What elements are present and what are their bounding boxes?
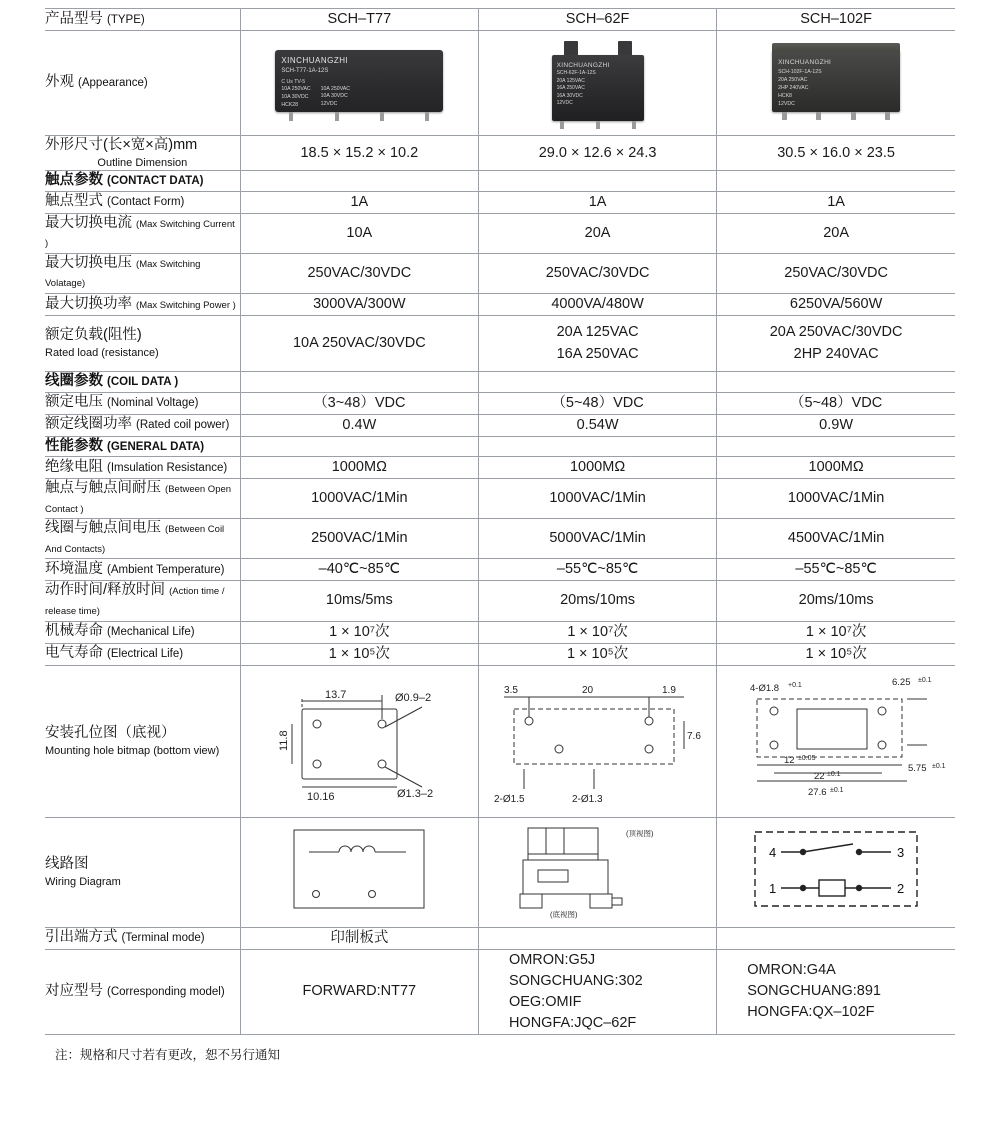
relay-model-102f: SCH-102F-1A-12S (778, 68, 822, 75)
label-max-switching-current (45, 213, 240, 253)
label-corresponding-model (45, 949, 240, 1034)
label-art-en: (Action time / release time) (45, 586, 225, 617)
label-max-switching-power (45, 293, 240, 315)
rcp-102f: 0.9W (717, 414, 955, 436)
relay-model-t77: SCH-T77-1A-12S (281, 67, 329, 74)
cm-62f: OMRON:G5J SONGCHUANG:302 OEG:OMIF HONGFA:JQC–62F (478, 949, 716, 1034)
general-data-blank-3 (717, 436, 955, 457)
label-outline-cn: 外形尺寸(长×宽×高)mm (45, 137, 198, 154)
contact-data-blank-1 (240, 171, 478, 192)
wiring-drawing-t77 (240, 817, 478, 927)
label-at-cn: 环境温度 (45, 561, 103, 578)
label-insulation-resistance (45, 457, 240, 479)
label-outline-en: Outline Dimension (97, 156, 188, 169)
label-nv-cn: 额定电压 (45, 394, 103, 411)
table-header-row (45, 9, 955, 31)
label-terminal-mode (45, 927, 240, 949)
f102-l2: 2HP 240VAC (778, 84, 809, 91)
wiring-drawing-62f (478, 817, 716, 927)
row-insulation-resistance (45, 457, 955, 479)
f62-hole-left: 2-Ø1.5 (493, 793, 525, 805)
row-section-general-data (45, 436, 955, 457)
label-between-coil-contacts (45, 519, 240, 559)
outline-62f: 29.0 × 12.6 × 24.3 (478, 136, 716, 171)
relay-brand-t77: XINCHUANGZHI (281, 55, 349, 65)
label-appearance-cn: 外观 (45, 74, 74, 91)
svg-mount-102f (722, 669, 950, 809)
row-section-contact-data (45, 171, 955, 192)
label-rated-load-en: Rated load (resistance) (45, 347, 159, 360)
nv-102f: （5~48）VDC (717, 392, 955, 414)
general-data-blank-2 (478, 436, 716, 457)
mounting-drawing-t77 (240, 665, 478, 817)
mounting-drawing-102f (717, 665, 955, 817)
outline-102f: 30.5 × 16.0 × 23.5 (717, 136, 955, 171)
label-mounting-hole (45, 665, 240, 817)
contact-data-blank-2 (478, 171, 716, 192)
contact-form-62f: 1A (478, 191, 716, 213)
relay-cap-102f (772, 43, 900, 52)
appearance-image-102f (717, 31, 955, 136)
el-t77: 1 × 10⁵次 (240, 643, 478, 665)
tm-62f (478, 927, 716, 949)
mounting-drawing-62f (478, 665, 716, 817)
msv-t77: 250VAC/30VDC (240, 253, 478, 293)
row-contact-form (45, 191, 955, 213)
label-action-release-time (45, 581, 240, 621)
msc-102f: 20A (717, 213, 955, 253)
label-rcp-en: (Rated coil power) (136, 419, 230, 432)
t77-dim-bottom: 10.16 (306, 790, 335, 803)
label-coil-data-en: (COIL DATA ) (107, 376, 179, 388)
label-tm-cn: 引出端方式 (45, 929, 118, 946)
label-between-open-contact (45, 479, 240, 519)
relay-face-t77 (281, 55, 437, 108)
msv-102f: 250VAC/30VDC (717, 253, 955, 293)
relay-mark-t77: C Us TV-5 (281, 78, 306, 85)
relay-brand-102f: XINCHUANGZHI (778, 58, 832, 66)
ir-102f: 1000MΩ (717, 457, 955, 479)
label-msv-cn: 最大切换电压 (45, 254, 132, 271)
tm-102f (717, 927, 955, 949)
label-msp-en: (Max Switching Power ) (136, 299, 236, 311)
tm-t77: 印制板式 (240, 927, 478, 949)
f62-dim-mid: 20 (581, 684, 593, 696)
label-contact-form (45, 191, 240, 213)
relay-photo-t77 (275, 50, 443, 112)
f102-terminal-3: 3 (897, 844, 905, 860)
f62-l3: 16A 30VDC (556, 92, 583, 99)
relay-photo-102f (772, 50, 900, 112)
model-62f: SCH–62F (478, 9, 716, 31)
f102-l4: 12VDC (778, 100, 795, 107)
ml-t77: 1 × 10⁷次 (240, 621, 478, 643)
label-appearance (45, 31, 240, 136)
relay-brand-62f: XINCHUANGZHI (556, 61, 610, 69)
header-label-cell (45, 9, 240, 31)
t77-l1: 10A 250VAC (281, 86, 311, 93)
label-rated-coil-power (45, 414, 240, 436)
row-max-switching-power (45, 293, 955, 315)
relay-face-102f (778, 58, 831, 108)
row-action-release-time (45, 581, 955, 621)
f62-wiring-bottom-note: (底视图) (549, 909, 578, 919)
label-msc-en: (Max Switching Current ) (45, 218, 235, 250)
f102-l1: 20A 250VAC (778, 76, 808, 83)
f62-dim-side: 7.6 (686, 730, 701, 742)
rated-load-62f: 20A 125VAC 16A 250VAC (478, 316, 716, 372)
coil-data-blank-3 (717, 372, 955, 393)
label-coil-data-cn: 线圈参数 (45, 373, 103, 389)
relay-face-62f (557, 61, 610, 108)
t77-r3: 12VDC (320, 101, 338, 108)
t77-dim-hole-top: Ø0.9–2 (394, 691, 431, 704)
msc-t77: 10A (240, 213, 478, 253)
coil-data-blank-2 (478, 372, 716, 393)
label-tm-en: (Terminal mode) (121, 932, 205, 945)
label-bcc-en: (Between Coil And Contacts) (45, 524, 225, 555)
t77-dim-left: 11.8 (277, 730, 290, 751)
label-msc-cn: 最大切换电流 (45, 214, 132, 231)
label-cm-cn: 对应型号 (45, 982, 103, 999)
label-cm-en: (Corresponding model) (107, 985, 225, 998)
model-102f: SCH–102F (717, 9, 955, 31)
label-coil-data (45, 372, 240, 393)
row-mechanical-life (45, 621, 955, 643)
contact-form-t77: 1A (240, 191, 478, 213)
label-electrical-life (45, 643, 240, 665)
f62-l1: 20A 125VAC (556, 77, 585, 84)
label-rated-load-cn: 额定负载(阻性) (45, 327, 142, 344)
label-ir-cn: 绝缘电阻 (45, 458, 103, 475)
nv-t77: （3~48）VDC (240, 392, 478, 414)
row-nominal-voltage (45, 392, 955, 414)
svg-wiring-62f (498, 820, 698, 920)
svg-wiring-102f (741, 824, 931, 916)
label-nominal-voltage (45, 392, 240, 414)
f102-dim-575-tol: ±0.1 (932, 762, 946, 770)
rcp-t77: 0.4W (240, 414, 478, 436)
header-label-en: (TYPE) (107, 13, 145, 26)
row-outline-dimension (45, 136, 955, 171)
rcp-62f: 0.54W (478, 414, 716, 436)
label-ambient-temperature (45, 559, 240, 581)
el-102f: 1 × 10⁵次 (717, 643, 955, 665)
f102-terminal-2: 2 (897, 880, 905, 896)
label-general-data-cn: 性能参数 (45, 437, 103, 454)
label-contact-data (45, 171, 240, 192)
label-contact-form-en: (Contact Form) (107, 196, 185, 209)
row-wiring-diagram (45, 817, 955, 927)
wiring-drawing-102f (717, 817, 955, 927)
bcc-102f: 4500VAC/1Min (717, 519, 955, 559)
row-corresponding-model (45, 949, 955, 1034)
coil-data-blank-1 (240, 372, 478, 393)
at-102f: –55℃~85℃ (717, 559, 955, 581)
cm-t77: FORWARD:NT77 (240, 949, 478, 1034)
f102-dim-12-tol: ±0.05 (798, 754, 816, 762)
cm-102f: OMRON:G4A SONGCHUANG:891 HONGFA:QX–102F (717, 949, 955, 1034)
f62-hole-right: 2-Ø1.3 (571, 793, 603, 805)
row-terminal-mode (45, 927, 955, 949)
relay-model-62f: SCH-62F-1A-12S (556, 70, 596, 77)
row-appearance (45, 31, 955, 136)
art-t77: 10ms/5ms (240, 581, 478, 621)
boc-62f: 1000VAC/1Min (478, 479, 716, 519)
rated-load-t77: 10A 250VAC/30VDC (240, 316, 478, 372)
t77-l3: HCK28 (281, 101, 299, 108)
f102-terminal-4: 4 (769, 844, 777, 860)
bcc-t77: 2500VAC/1Min (240, 519, 478, 559)
label-mechanical-life (45, 621, 240, 643)
appearance-image-62f (478, 31, 716, 136)
label-wd-en: Wiring Diagram (45, 875, 121, 888)
at-t77: –40℃~85℃ (240, 559, 478, 581)
label-ml-en: (Mechanical Life) (107, 626, 195, 639)
row-rated-coil-power (45, 414, 955, 436)
relay-pins-102f (782, 112, 890, 120)
label-boc-en: (Between Open Contact ) (45, 484, 232, 515)
svg-mount-t77 (247, 669, 472, 809)
label-nv-en: (Nominal Voltage) (107, 397, 199, 410)
label-outline-dimension (45, 136, 240, 171)
f102-hole-tol: +0.1 (788, 681, 802, 689)
f62-l4: 12VDC (556, 100, 573, 107)
label-general-data-en: (GENERAL DATA) (107, 440, 205, 453)
art-62f: 20ms/10ms (478, 581, 716, 621)
f62-dim-left: 3.5 (503, 684, 518, 696)
t77-dim-top: 13.7 (324, 688, 347, 701)
boc-t77: 1000VAC/1Min (240, 479, 478, 519)
label-el-en: (Electrical Life) (107, 648, 184, 661)
f102-dim-right-top: 6.25 (892, 676, 911, 688)
footer-note: 注：规格和尺寸若有更改，恕不另行通知 (55, 1047, 281, 1062)
msp-102f: 6250VA/560W (717, 293, 955, 315)
row-electrical-life (45, 643, 955, 665)
label-contact-data-cn: 触点参数 (45, 172, 103, 189)
f102-dim-22: 22 (814, 770, 825, 782)
label-art-cn: 动作时间/释放时间 (45, 582, 166, 599)
ir-62f: 1000MΩ (478, 457, 716, 479)
bcc-62f: 5000VAC/1Min (478, 519, 716, 559)
ml-102f: 1 × 10⁷次 (717, 621, 955, 643)
f102-hole-spec: 4-Ø1.8 (750, 682, 780, 694)
msv-62f: 250VAC/30VDC (478, 253, 716, 293)
relay-spec-table (45, 8, 955, 1035)
rated-load-102f: 20A 250VAC/30VDC 2HP 240VAC (717, 316, 955, 372)
general-data-blank-1 (240, 436, 478, 457)
label-rated-load (45, 316, 240, 372)
f102-dim-12: 12 (784, 754, 795, 766)
label-appearance-en: (Appearance) (78, 77, 148, 90)
row-max-switching-voltage (45, 253, 955, 293)
msp-62f: 4000VA/480W (478, 293, 716, 315)
relay-tabs-62f (564, 41, 632, 55)
row-mounting-hole (45, 665, 955, 817)
relay-photo-62f (552, 41, 644, 121)
f102-dim-right-tol: ±0.1 (918, 676, 932, 684)
art-102f: 20ms/10ms (717, 581, 955, 621)
label-boc-cn: 触点与触点间耐压 (45, 480, 161, 497)
relay-body-t77 (275, 50, 443, 112)
nv-62f: （5~48）VDC (478, 392, 716, 414)
label-max-switching-voltage (45, 253, 240, 293)
ir-t77: 1000MΩ (240, 457, 478, 479)
boc-102f: 1000VAC/1Min (717, 479, 955, 519)
f102-dim-575: 5.75 (908, 762, 927, 774)
row-ambient-temperature (45, 559, 955, 581)
label-contact-form-cn: 触点型式 (45, 193, 103, 210)
relay-body-62f (552, 55, 644, 121)
relay-body-102f (772, 50, 900, 112)
label-mh-en: Mounting hole bitmap (bottom view) (45, 744, 220, 757)
row-between-open-contact (45, 479, 955, 519)
msp-t77: 3000VA/300W (240, 293, 478, 315)
relay-pins-t77 (289, 112, 429, 121)
label-el-cn: 电气寿命 (45, 645, 103, 662)
msc-62f: 20A (478, 213, 716, 253)
label-contact-data-en: (CONTACT DATA) (107, 175, 204, 188)
row-between-coil-and-contacts (45, 519, 955, 559)
label-general-data (45, 436, 240, 457)
label-bcc-cn: 线圈与触点间电压 (45, 520, 161, 537)
label-ml-cn: 机械寿命 (45, 623, 103, 640)
row-max-switching-current (45, 213, 955, 253)
f102-dim-276-tol: ±0.1 (830, 786, 844, 794)
label-wd-cn: 线路图 (45, 856, 89, 873)
model-t77: SCH–T77 (240, 9, 478, 31)
f62-dim-right: 1.9 (661, 684, 676, 696)
row-rated-load (45, 316, 955, 372)
svg-mount-62f (484, 669, 712, 809)
f102-dim-276: 27.6 (808, 786, 827, 798)
label-ir-en: (Imsulation Resistance) (107, 461, 228, 474)
appearance-image-t77 (240, 31, 478, 136)
t77-r1: 10A 250VAC (320, 85, 350, 92)
relay-pins-62f (560, 121, 636, 129)
row-section-coil-data (45, 372, 955, 393)
header-label-cn: 产品型号 (45, 10, 103, 27)
f102-terminal-1: 1 (769, 880, 777, 896)
t77-dim-hole-bottom: Ø1.3–2 (396, 787, 433, 800)
t77-r2: 10A 30VDC (320, 93, 348, 100)
t77-l2: 10A 30VDC (281, 94, 309, 101)
label-at-en: (Ambient Temperature) (107, 564, 225, 577)
el-62f: 1 × 10⁵次 (478, 643, 716, 665)
svg-wiring-t77 (284, 822, 434, 917)
label-msp-cn: 最大切换功率 (45, 295, 132, 312)
ml-62f: 1 × 10⁷次 (478, 621, 716, 643)
f102-dim-22-tol: ±0.1 (827, 770, 841, 778)
f62-l2: 16A 250VAC (556, 85, 585, 92)
outline-t77: 18.5 × 15.2 × 10.2 (240, 136, 478, 171)
contact-data-blank-3 (717, 171, 955, 192)
label-msv-en: (Max Switching Volatage) (45, 258, 201, 290)
contact-form-102f: 1A (717, 191, 955, 213)
label-wiring-diagram (45, 817, 240, 927)
label-mh-cn: 安装孔位图（底视） (45, 725, 176, 742)
at-62f: –55℃~85℃ (478, 559, 716, 581)
label-rcp-cn: 额定线圈功率 (45, 416, 132, 433)
f62-wiring-top-note: (顶视图) (625, 828, 654, 838)
f102-l3: HCK8 (778, 92, 792, 99)
